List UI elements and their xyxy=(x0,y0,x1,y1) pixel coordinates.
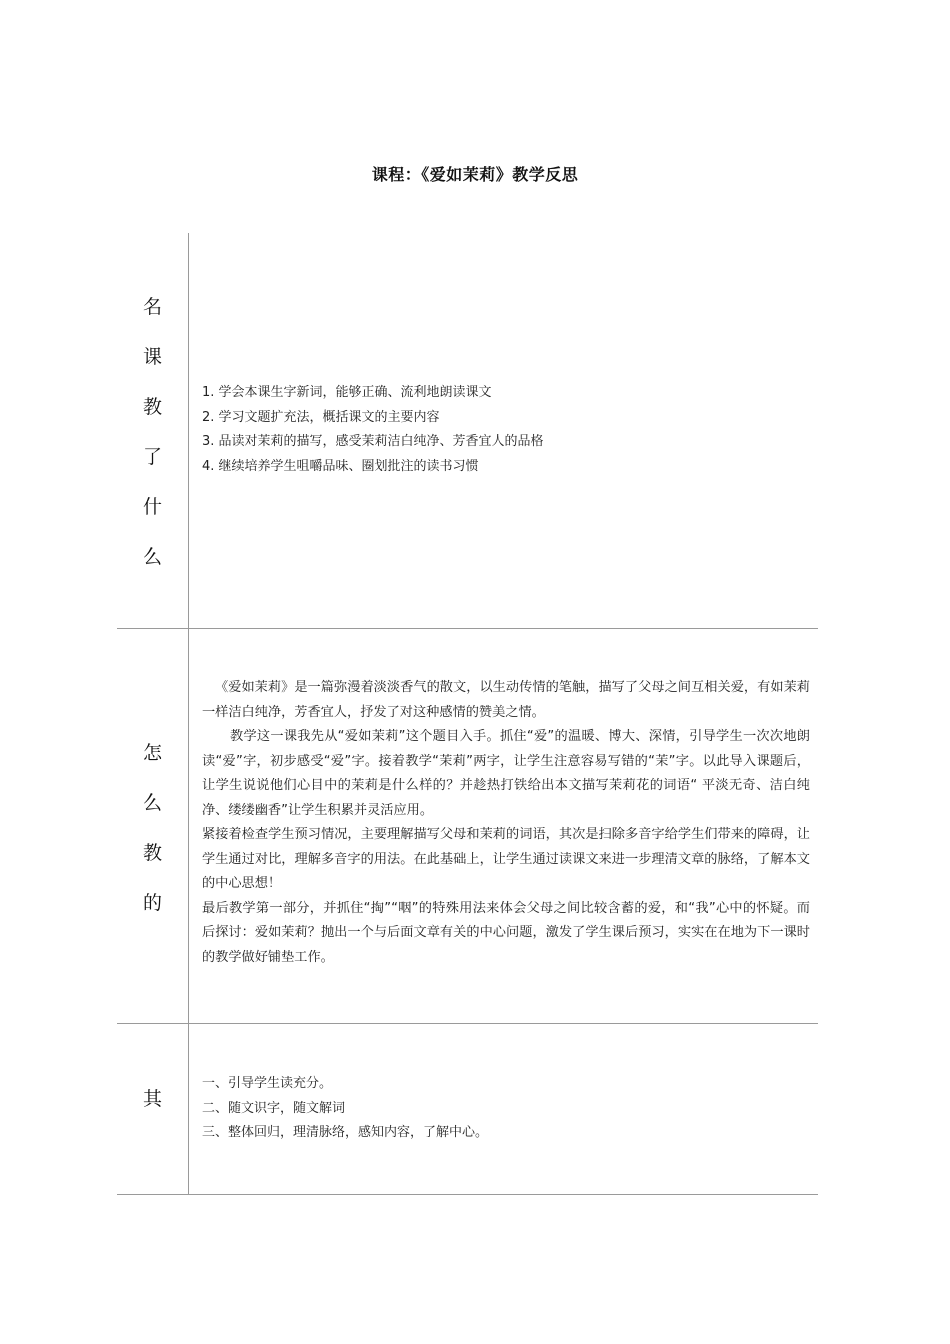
table-bottom-border xyxy=(117,1194,818,1195)
label-char: 教 xyxy=(142,396,162,418)
section-content-reflection xyxy=(202,1072,810,1146)
table-vertical-divider xyxy=(188,233,189,1195)
label-char: 么 xyxy=(142,546,162,568)
label-char: 课 xyxy=(142,346,162,368)
label-char: 怎 xyxy=(142,742,162,764)
process-paragraph: 教学这一课我先从“爱如茉莉”这个题目入手。抓住“爱”的温暖、博大、深情，引导学生一次次地朗读“爱”字，初步感受“爱”字。接着教学“茉莉”两字，让学生注意容易写错的“茉”字。以此导入课题后，让学生说说他们心目中的茉莉是什么样的？并趁热打铁给出本文描写茉莉花的词语“ 平淡无奇、洁白纯净、缕缕幽香”让学生积累并灵活应用。 xyxy=(202,729,810,818)
table-row-divider-1 xyxy=(117,628,818,629)
label-char: 么 xyxy=(142,792,162,814)
label-char: 名 xyxy=(142,296,162,318)
objective-item: 2. 学习文题扩充法，概括课文的主要内容 xyxy=(202,409,440,425)
section-content-process xyxy=(202,676,810,970)
reflection-item: 三、整体回归，理清脉络，感知内容，了解中心。 xyxy=(202,1125,489,1140)
process-paragraph: 《爱如茉莉》是一篇弥漫着淡淡香气的散文，以生动传情的笔触，描写了父母之间互相关爱，有如茉莉一样洁白纯净，芳香宜人，抒发了对这种感情的赞美之情。 xyxy=(202,680,810,720)
label-char: 其 xyxy=(142,1088,162,1110)
objective-item: 1. 学会本课生字新词，能够正确、流利地朗读课文 xyxy=(202,385,492,400)
label-char: 了 xyxy=(142,446,162,468)
section-label-what-taught xyxy=(117,294,188,594)
objective-item: 3. 品读对茉莉的描写，感受茉莉洁白纯净、芳香宜人的品格 xyxy=(202,434,544,449)
objective-item: 4. 继续培养学生咀嚼品味、圈划批注的读书习惯 xyxy=(202,458,479,474)
process-paragraph: 紧接着检查学生预习情况，主要理解描写父母和茉莉的词语，其次是扫除多音字给学生们带来的障碍，让学生通过对比，理解多音字的用法。在此基础上，让学生通过读课文来进一步理清文章的脉络，了解本文的中心思想！ xyxy=(202,827,810,891)
page-title: 课程：《爱如茉莉》教学反思 xyxy=(371,165,579,184)
label-char: 教 xyxy=(142,842,162,864)
process-paragraph: 最后教学第一部分，并抓住“掏”“咽”的特殊用法来体会父母之间比较含蓄的爱，和“我”心中的怀疑。而后探讨：爱如茉莉？抛出一个与后面文章有关的中心问题，激发了学生课后预习，实实在在地为下一课时的教学做好铺垫工作。 xyxy=(202,900,810,965)
reflection-item: 二、随文识字，随文解词 xyxy=(202,1100,346,1116)
label-char: 什 xyxy=(142,496,162,518)
section-label-other xyxy=(117,1086,188,1136)
section-label-how-taught xyxy=(117,740,188,940)
section-content-objectives xyxy=(202,381,810,479)
table-row-divider-2 xyxy=(117,1023,818,1024)
reflection-item: 一、引导学生读充分。 xyxy=(202,1076,333,1091)
label-char: 的 xyxy=(142,892,162,914)
